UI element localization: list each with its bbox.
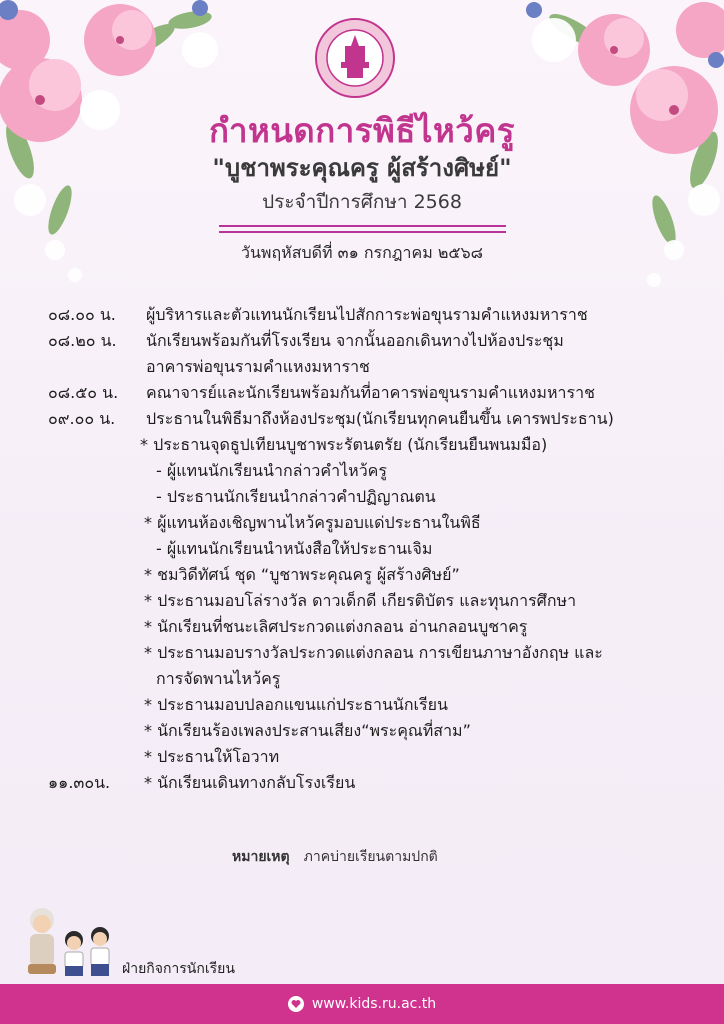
schedule-row <box>48 354 708 380</box>
schedule-item: * ผู้แทนห้องเชิญพานไหว้ครูมอบแด่ประธานในพิธี <box>144 513 481 532</box>
schedule-row <box>48 770 708 796</box>
schedule-row <box>48 640 708 666</box>
schedule-row <box>48 302 708 328</box>
schedule-item: การจัดพานไหว้ครู <box>156 669 281 688</box>
schedule-time: ๐๘.๒๐ น. <box>48 331 117 350</box>
schedule-row <box>48 406 708 432</box>
schedule-item: ประธานในพิธีมาถึงห้องประชุม(นักเรียนทุกคนยืนขึ้น เคารพประธาน) <box>146 409 614 428</box>
schedule-row <box>48 432 708 458</box>
schedule-item: ผู้บริหารและตัวแทนนักเรียนไปสักการะพ่อขุนรามคำแหงมหาราช <box>146 305 588 324</box>
schedule-row <box>48 510 708 536</box>
schedule-item: นักเรียนพร้อมกันที่โรงเรียน จากนั้นออกเดินทางไปห้องประชุม <box>146 331 564 350</box>
schedule-item: * ประธานมอบปลอกแขนแก่ประธานนักเรียน <box>144 695 448 714</box>
title-divider <box>219 225 506 227</box>
schedule-time: ๐๘.๐๐ น. <box>48 305 116 324</box>
schedule-row <box>48 692 708 718</box>
schedule-row <box>48 562 708 588</box>
schedule-row <box>48 380 708 406</box>
department-name: ฝ่ายกิจการนักเรียน <box>122 961 235 977</box>
schedule-item: * ประธานมอบรางวัลประกวดแต่งกลอน การเขียนภาษาอังกฤษ และ <box>144 643 603 662</box>
schedule-item: * นักเรียนที่ชนะเลิศประกวดแต่งกลอน อ่านกลอนบูชาครู <box>144 617 528 636</box>
page-subtitle: "บูชาพระคุณครู ผู้สร้างศิษย์" <box>212 154 512 182</box>
academic-year: ประจำปีการศึกษา 2568 <box>262 191 462 213</box>
schedule-item: * ประธานให้โอวาท <box>144 747 280 766</box>
schedule-item: อาคารพ่อขุนรามคำแหงมหาราช <box>146 357 370 376</box>
schedule-row <box>48 536 708 562</box>
schedule-row <box>48 666 708 692</box>
schedule-item: * นักเรียนเดินทางกลับโรงเรียน <box>144 773 356 792</box>
schedule-row <box>48 614 708 640</box>
footer-bar <box>0 984 724 1024</box>
title-divider <box>219 231 506 233</box>
schedule-time: ๐๘.๕๐ น. <box>48 383 119 402</box>
remark <box>232 846 438 868</box>
schedule-item: * ประธานจุดธูปเทียนบูชาพระรัตนตรัย (นักเรียนยืนพนมมือ) <box>140 435 548 454</box>
schedule-row <box>48 484 708 510</box>
schedule-row <box>48 328 708 354</box>
schedule-time: ๐๙.๐๐ น. <box>48 409 116 428</box>
website-link[interactable]: www.kids.ru.ac.th <box>311 996 437 1012</box>
remark-text: ภาคบ่ายเรียนตามปกติ <box>303 849 438 865</box>
school-seal-logo <box>315 18 395 98</box>
schedule-item: คณาจารย์และนักเรียนพร้อมกันที่อาคารพ่อขุนรามคำแหงมหาราช <box>146 383 595 402</box>
schedule-item: - ผู้แทนนักเรียนนำหนังสือให้ประธานเจิม <box>156 539 433 558</box>
schedule-row <box>48 744 708 770</box>
schedule-row <box>48 458 708 484</box>
schedule-item: * ชมวิดีทัศน์ ชุด “บูชาพระคุณครู ผู้สร้างศิษย์” <box>144 565 460 584</box>
schedule-row <box>48 718 708 744</box>
schedule-item: * ประธานมอบโล่รางวัล ดาวเด็กดี เกียรติบัตร และทุนการศึกษา <box>144 591 577 610</box>
page-title: กำหนดการพิธีไหว้ครู <box>208 111 516 150</box>
remark-label: หมายเหตุ <box>232 849 290 865</box>
schedule-item: - ประธานนักเรียนนำกล่าวคำปฏิญาณตน <box>156 487 436 506</box>
schedule-item: - ผู้แทนนักเรียนนำกล่าวคำไหว้ครู <box>156 461 387 480</box>
schedule-row <box>48 588 708 614</box>
students-illustration <box>22 902 122 984</box>
schedule-time: ๑๑.๓๐น. <box>48 773 111 792</box>
schedule-list <box>48 302 708 796</box>
schedule-item: * นักเรียนร้องเพลงประสานเสียง“พระคุณที่สาม” <box>144 721 471 740</box>
heart-icon <box>288 996 304 1012</box>
event-date: วันพฤหัสบดีที่ ๓๑ กรกฎาคม ๒๕๖๘ <box>240 243 483 262</box>
